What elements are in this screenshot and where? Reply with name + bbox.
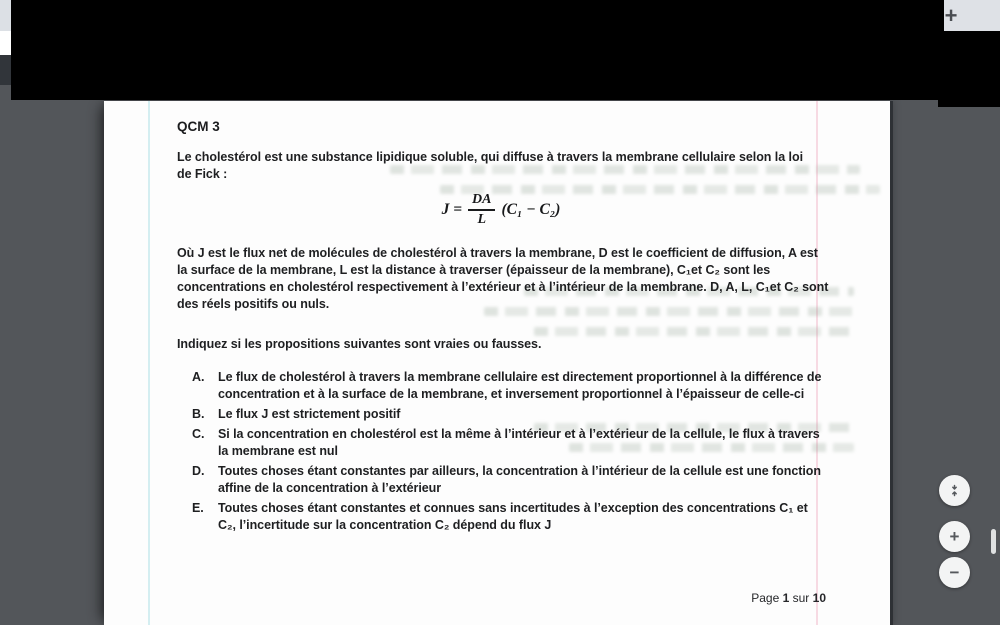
proposition-text: Le flux de cholestérol à travers la membrane cellulaire est directement proportionnel à la différence de concentration et à la surface de la membrane, et inversement proportionnel à l’épaisseur de celle-ci [218,370,822,401]
instruction-line: Indiquez si les propositions suivantes sont vraies ou fausses. [177,337,542,351]
current-page-number: 1 [782,591,790,605]
proposition-text: Si la concentration en cholestérol est la même à l’intérieur et à l’extérieur de la cellule, le flux à travers la membrane est nul [218,427,820,458]
proposition-text: Toutes choses étant constantes par ailleurs, la concentration à l’intérieur de la cellule est une fonction affine de la concentration à l’extérieur [218,464,821,495]
total-page-count: 10 [812,591,826,605]
page-word: Page [751,591,780,605]
page-margin-line-left [148,101,150,625]
edge-strip-white [0,31,11,55]
formula-rhs: (C₁ − C₂) [501,200,561,218]
formula-numerator: DA [472,192,492,207]
proposition-label: B. [192,407,205,421]
formula-denominator: L [477,211,487,227]
proposition-text: Le flux J est strictement positif [218,407,401,421]
fit-to-screen-button[interactable] [939,475,970,506]
fit-screen-icon [947,483,962,498]
proposition-label: A. [192,370,205,384]
edge-strip-light [0,0,11,31]
proposition-c [192,426,824,460]
page-number-indicator [751,591,826,605]
header-black-band [11,0,944,100]
scrollbar-thumb[interactable] [991,529,996,554]
fick-law-formula [177,193,825,227]
zoom-out-button[interactable] [939,557,970,588]
bleedthrough-artifact [534,327,854,336]
document-page [104,101,893,625]
edge-strip-dark [0,55,11,85]
proposition-d [192,463,824,497]
new-tab-button[interactable] [937,2,965,30]
plus-icon: + [944,3,958,28]
proposition-a [192,369,824,403]
proposition-label: D. [192,464,205,478]
formula-lhs: J = [441,200,463,218]
question-intro: Le cholestérol est une substance lipidique soluble, qui diffuse à travers la membrane cellulaire selon la loi de Fick : [177,150,803,181]
zoom-out-icon: − [949,563,960,582]
proposition-b [192,406,824,423]
question-title: QCM 3 [177,119,220,134]
formula-fraction [468,193,495,227]
proposition-label: C. [192,427,205,441]
zoom-in-icon: + [949,527,960,546]
page-separator: sur [792,591,810,605]
zoom-in-button[interactable] [939,521,970,552]
browser-chrome-fragment [944,0,1000,31]
variables-explanation: Où J est le flux net de molécules de cholestérol à travers la membrane, D est le coefficient de diffusion, A est la surface de la membrane, L est la distance à traverser (épaisseur de la membrane), C₁et C₂ sont les concentrations en cholestérol respectivement à l’extérieur et à l’intérieur de la membrane. D, A, L, C₁et C₂ sont des réels positifs ou nuls. [177,246,829,311]
header-black-band-right [938,31,1000,107]
propositions-list [192,369,824,537]
proposition-text: Toutes choses étant constantes et connues sans incertitudes à l’exception des concentrations C₁ et C₂, l’incertitude sur la concentration C₂ dépend du flux J [218,501,808,532]
proposition-label: E. [192,501,204,515]
proposition-e [192,500,824,534]
